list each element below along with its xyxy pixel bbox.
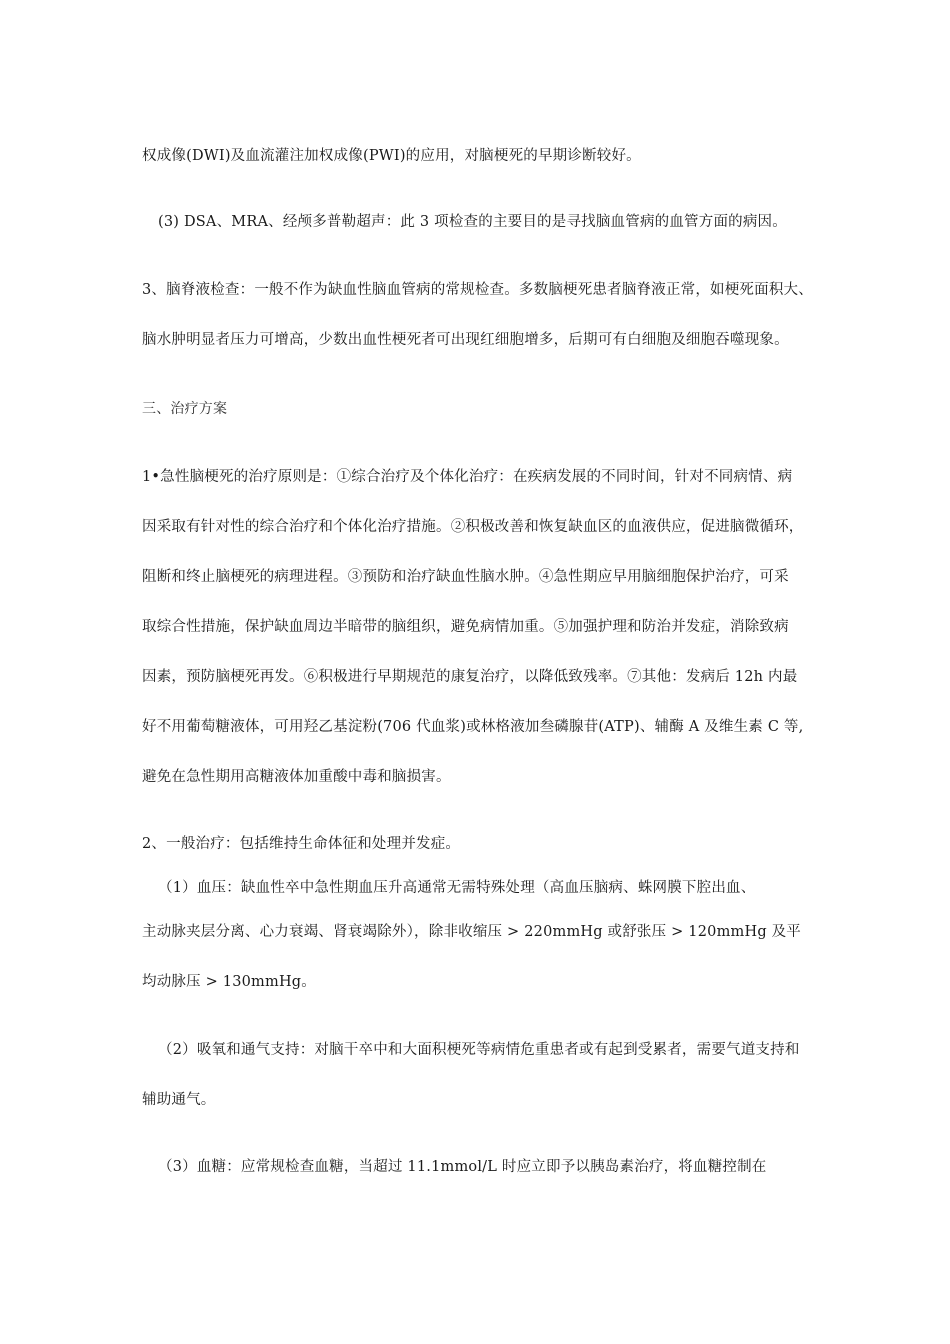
paragraph-line: 均动脉压 > 130mmHg。 — [142, 974, 316, 990]
paragraph-line: 主动脉夹层分离、心力衰竭、肾衰竭除外），除非收缩压 > 220mmHg 或舒张压 > 120mmHg 及平 — [142, 924, 802, 940]
paragraph-line: （2）吸氧和通气支持：对脑干卒中和大面积梗死等病情危重患者或有起到受累者，需要气道支持和 — [158, 1042, 800, 1058]
paragraph-line: （3）血糖：应常规检查血糖，当超过 11.1mmol/L 时应立即予以胰岛素治疗，将血糖控制在 — [158, 1159, 767, 1175]
paragraph-line: 3、脑脊液检查：一般不作为缺血性脑血管病的常规检查。多数脑梗死患者脑脊液正常，如梗死面积大、 — [142, 282, 813, 298]
paragraph-line: 2、一般治疗：包括维持生命体征和处理并发症。 — [142, 836, 461, 852]
paragraph-line: （1）血压：缺血性卒中急性期血压升高通常无需特殊处理（高血压脑病、蛛网膜下腔出血、 — [158, 880, 756, 896]
paragraph-line: 避免在急性期用高糖液体加重酸中毒和脑损害。 — [142, 769, 451, 785]
paragraph-line: (3) DSA、MRA、经颅多普勒超声：此 3 项检查的主要目的是寻找脑血管病的血管方面的病因。 — [158, 214, 787, 230]
paragraph-line: 好不用葡萄糖液体，可用羟乙基淀粉(706 代血浆)或林格液加叁磷腺苷(ATP)、辅酶 A 及维生素 C 等, — [142, 719, 804, 735]
paragraph-line: 因素，预防脑梗死再发。⑥积极进行早期规范的康复治疗，以降低致残率。⑦其他：发病后 12h 内最 — [142, 669, 798, 685]
paragraph-line: 辅助通气。 — [142, 1092, 216, 1108]
paragraph-line: 1•急性脑梗死的治疗原则是：①综合治疗及个体化治疗：在疾病发展的不同时间，针对不同病情、病 — [142, 469, 793, 485]
paragraph-line: 取综合性措施，保护缺血周边半暗带的脑组织，避免病情加重。⑤加强护理和防治并发症，消除致病 — [142, 619, 789, 635]
paragraph-line: 阻断和终止脑梗死的病理进程。③预防和治疗缺血性脑水肿。④急性期应早用脑细胞保护治疗，可采 — [142, 569, 789, 585]
paragraph-line: 权成像(DWI)及血流灌注加权成像(PWI)的应用，对脑梗死的早期诊断较好。 — [142, 148, 641, 164]
paragraph-line: 脑水肿明显者压力可增高，少数出血性梗死者可出现红细胞增多，后期可有白细胞及细胞吞噬现象。 — [142, 332, 789, 348]
paragraph-line: 因采取有针对性的综合治疗和个体化治疗措施。②积极改善和恢复缺血区的血液供应，促进脑微循环， — [142, 519, 804, 535]
section-heading: 三、治疗方案 — [142, 401, 228, 417]
